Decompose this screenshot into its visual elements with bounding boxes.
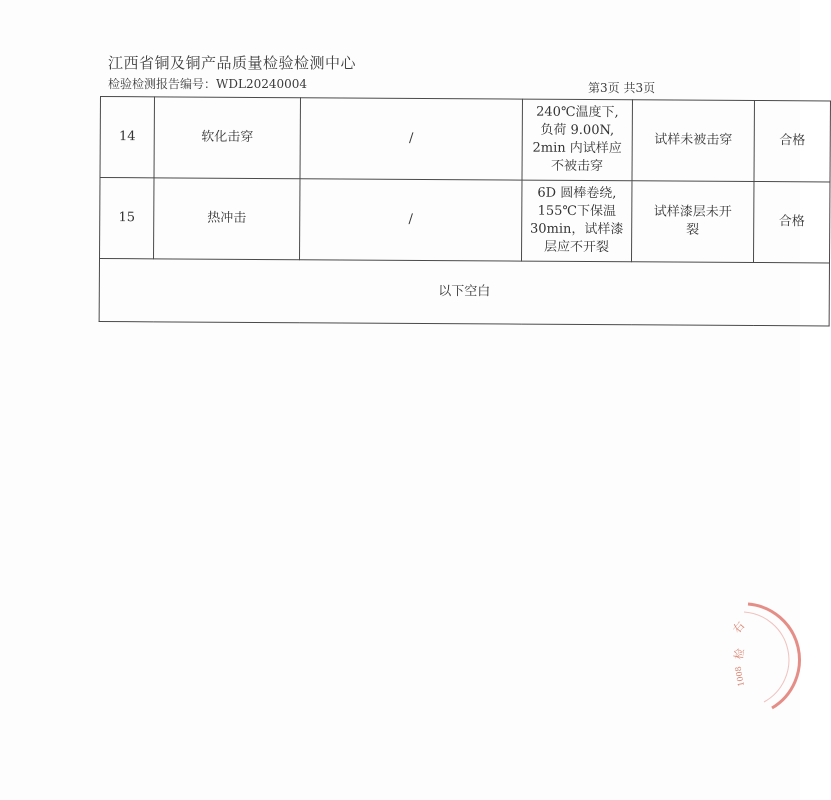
requirement-line: 负荷 9.00N,: [540, 122, 615, 139]
row-index: 14: [100, 97, 154, 178]
test-result: 试样未被击穿: [632, 100, 754, 182]
report-number-line: [108, 75, 307, 92]
blank-row: [99, 259, 829, 326]
requirement-line: 240℃温度下,: [536, 104, 619, 121]
blank-note: 以下空白: [99, 259, 829, 326]
requirement-line: 2min 内试样应: [532, 140, 622, 157]
requirement-line: 层应不开裂: [544, 239, 610, 256]
result-line: 裂: [686, 222, 700, 238]
official-seal-stamp: [690, 598, 810, 718]
organization-name: 江西省铜及铜产品质量检验检测中心: [108, 54, 357, 72]
requirement: [521, 180, 631, 262]
unit: /: [300, 179, 522, 261]
conclusion: 合格: [753, 181, 829, 262]
test-item: 热冲击: [154, 178, 300, 260]
result-line: 试样漆层未开: [653, 204, 732, 220]
requirement: [522, 99, 632, 181]
row-index: 15: [100, 178, 154, 259]
stamp-text: 右: [730, 619, 748, 636]
stamp-text: 检: [732, 647, 747, 661]
requirement-line: 不被击穿: [551, 158, 604, 175]
conclusion: 合格: [754, 100, 830, 181]
results-table: [99, 96, 831, 326]
test-item: 软化击穿: [154, 97, 300, 179]
unit: /: [300, 98, 522, 180]
requirement-line: 6D 圆棒卷绕,: [537, 185, 617, 202]
report-number-value: WDL20240004: [216, 77, 308, 91]
requirement-line: 30min，试样漆: [529, 221, 624, 238]
page-indicator: 第3页 共3页: [588, 81, 656, 95]
results-table-container: [99, 96, 806, 332]
report-number-label: 检验检测报告编号：: [108, 77, 217, 91]
table-row: [100, 178, 830, 263]
test-result: [631, 181, 753, 263]
table-row: [100, 97, 830, 182]
stamp-number: 1008: [733, 665, 746, 688]
requirement-line: 155℃下保温: [537, 203, 617, 220]
